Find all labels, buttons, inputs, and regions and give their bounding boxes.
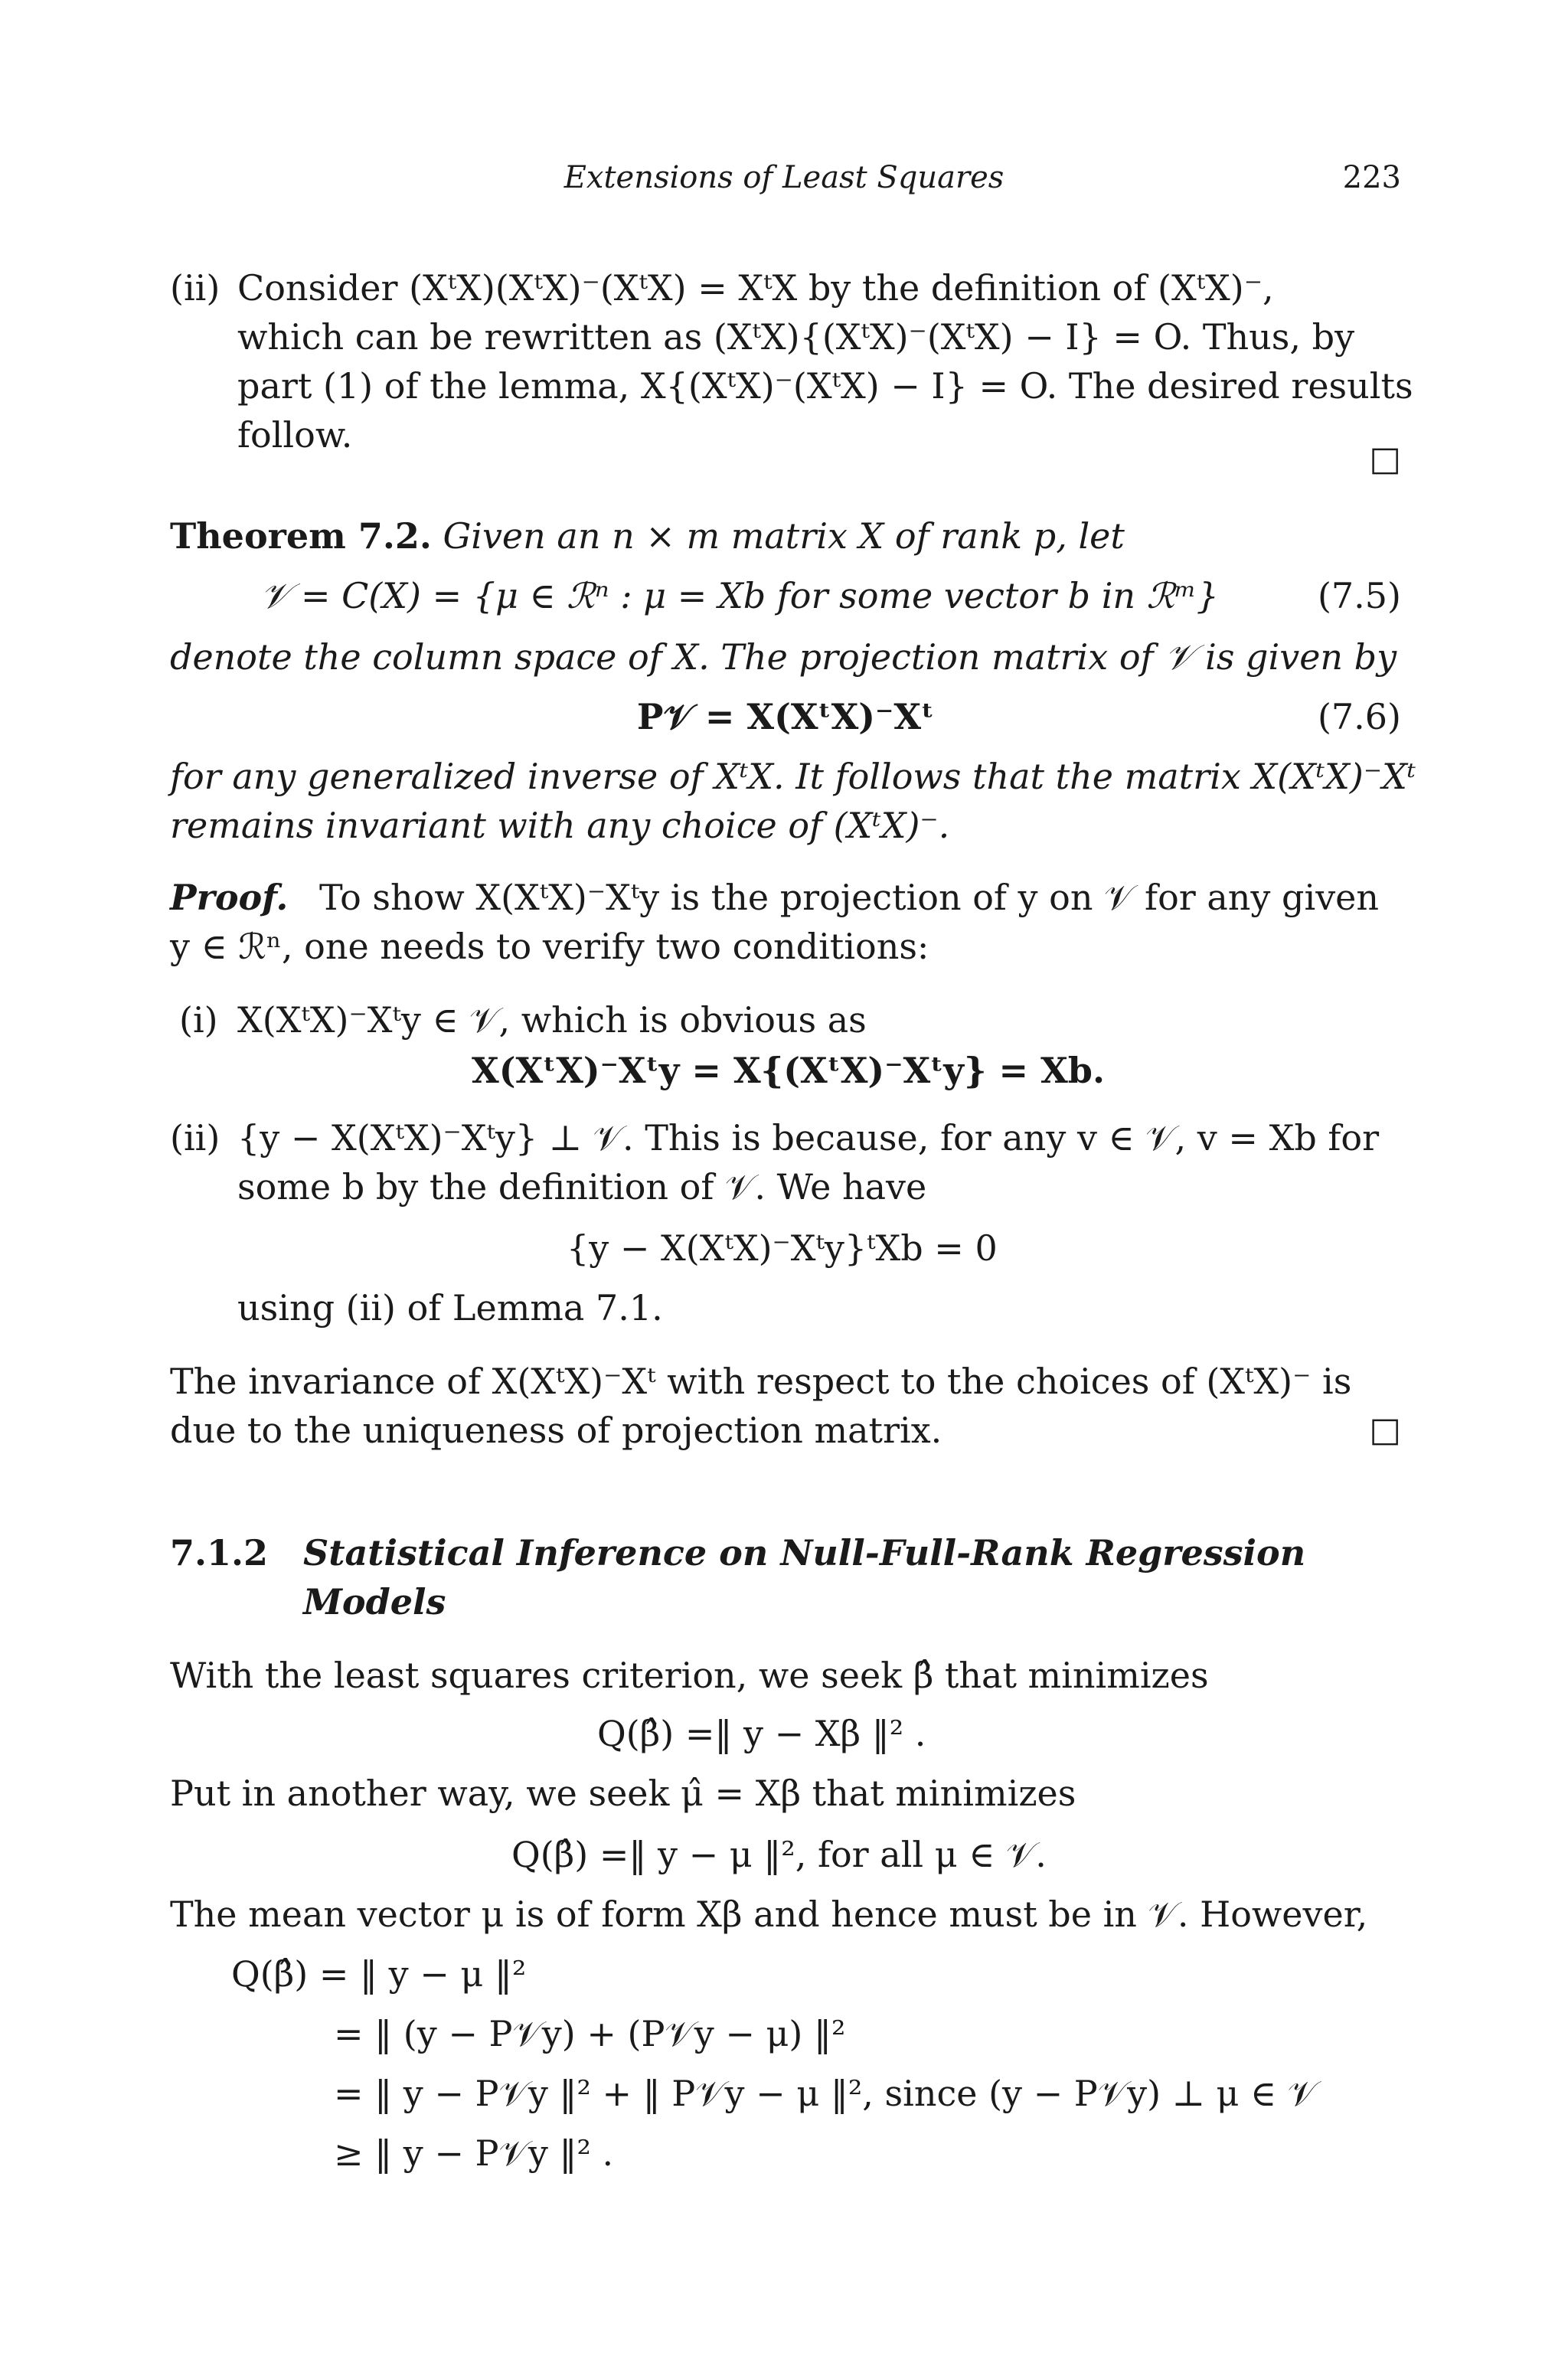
page-number: 223	[1342, 160, 1401, 195]
proof-item-ii-line-2: some b by the definition of 𝒱. We have	[237, 1166, 927, 1208]
section-title-line-1: Statistical Inference on Null-Full-Rank Regression	[303, 1532, 1306, 1574]
proof-item-i-equation: X(XᵗX)⁻Xᵗy = X{(XᵗX)⁻Xᵗy} = Xb.	[472, 1050, 1105, 1091]
proof-item-i-marker: (i)	[179, 999, 218, 1041]
proof-item-ii-line-3: using (ii) of Lemma 7.1.	[237, 1287, 663, 1328]
lemma-item-ii-line-3: part (1) of the lemma, X{(XᵗX)⁻(XᵗX) − I} = O. The desired results	[237, 365, 1413, 407]
equation-7-5: 𝒱 = C(X) = {μ ∈ ℛⁿ : μ = Xb for some vector b in ℛᵐ}	[260, 575, 1219, 616]
theorem-intro: Given an n × m matrix X of rank p, let	[443, 515, 1125, 557]
qed-box-proof: □	[1369, 1410, 1401, 1449]
aligned-equation-line-2: = ‖ (y − P𝒱y) + (P𝒱y − μ) ‖²	[334, 2013, 846, 2054]
lemma-item-ii-line-4: follow.	[237, 414, 353, 456]
proof-closing-line-2: due to the uniqueness of projection matrix.	[170, 1410, 942, 1451]
equation-number-7-6: (7.6)	[1317, 696, 1401, 737]
section-number: 7.1.2	[170, 1532, 269, 1574]
theorem-line-4: remains invariant with any choice of (XᵗX)⁻.	[170, 805, 950, 846]
section-equation-1: Q(β̂) =‖ y − Xβ ‖² .	[597, 1713, 926, 1754]
section-title-line-2: Models	[303, 1581, 446, 1623]
lemma-item-ii-line-1: Consider (XᵗX)(XᵗX)⁻(XᵗX) = XᵗX by the definition of (XᵗX)⁻,	[237, 267, 1274, 309]
lemma-item-ii-marker: (ii)	[170, 267, 220, 309]
proof-item-ii-line-1: {y − X(XᵗX)⁻Xᵗy} ⊥ 𝒱. This is because, for any v ∈ 𝒱, v = Xb for	[237, 1117, 1380, 1158]
qed-box-lemma: □	[1369, 440, 1401, 479]
theorem-line-3: for any generalized inverse of XᵗX. It follows that the matrix X(XᵗX)⁻Xᵗ	[170, 756, 1416, 797]
section-paragraph-2: Put in another way, we seek μ̂ = Xβ that minimizes	[170, 1773, 1076, 1814]
lemma-item-ii-line-2: which can be rewritten as (XᵗX){(XᵗX)⁻(XᵗX) − I} = O. Thus, by	[237, 316, 1355, 358]
theorem-line-2: denote the column space of X. The projection matrix of 𝒱 is given by	[170, 636, 1397, 678]
proof-first-line	[170, 873, 1401, 922]
section-equation-2: Q(β̂) =‖ y − μ ‖², for all μ ∈ 𝒱.	[511, 1834, 1047, 1875]
equation-number-7-5: (7.5)	[1317, 575, 1401, 616]
aligned-equation-line-3: = ‖ y − P𝒱y ‖² + ‖ P𝒱y − μ ‖², since (y − P𝒱y) ⊥ μ ∈ 𝒱	[334, 2073, 1318, 2114]
proof-label: Proof.	[170, 877, 289, 918]
proof-line-2: y ∈ ℛⁿ, one needs to verify two conditions:	[170, 926, 929, 967]
proof-item-ii-equation: {y − X(XᵗX)⁻Xᵗy}ᵗXb = 0	[567, 1227, 998, 1269]
equation-7-6: P𝒱 = X(XᵗX)⁻Xᵗ	[636, 696, 935, 737]
theorem-first-line	[170, 511, 1401, 560]
theorem-label: Theorem 7.2.	[170, 515, 432, 557]
proof-line-1: To show X(XᵗX)⁻Xᵗy is the projection of y on 𝒱 for any given	[318, 877, 1380, 918]
running-header-title: Extensions of Least Squares	[564, 160, 1004, 195]
proof-item-i-text: X(XᵗX)⁻Xᵗy ∈ 𝒱, which is obvious as	[237, 999, 867, 1041]
aligned-equation-line-1: Q(β̂) = ‖ y − μ ‖²	[231, 1953, 527, 1995]
section-paragraph-3: The mean vector μ is of form Xβ and hence must be in 𝒱. However,	[170, 1894, 1368, 1935]
section-paragraph-1: With the least squares criterion, we seek β̂ that minimizes	[170, 1655, 1209, 1696]
proof-closing-line-1: The invariance of X(XᵗX)⁻Xᵗ with respect to the choices of (XᵗX)⁻ is	[170, 1361, 1352, 1402]
proof-item-ii-marker: (ii)	[170, 1117, 220, 1158]
aligned-equation-line-4: ≥ ‖ y − P𝒱y ‖² .	[334, 2132, 614, 2174]
